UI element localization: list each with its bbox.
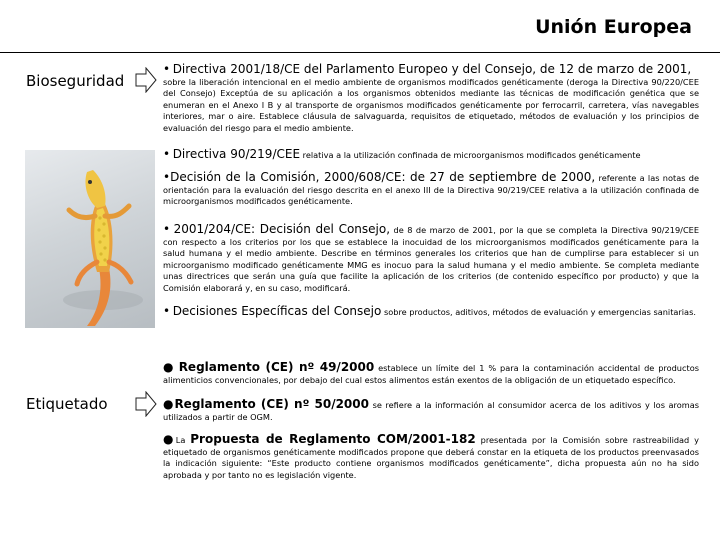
bullet: • [163, 147, 171, 161]
arrow-right-icon [135, 391, 157, 417]
section-label-etiquetado: Etiquetado [26, 395, 108, 413]
item-title: Directiva 90/219/CEE [172, 147, 301, 161]
bullet: • [163, 304, 171, 318]
item-body: se refiere a la información al consumidor acerca de los aditivos y los aromas utilizados a partir de OGM. [163, 400, 699, 422]
item-prefix: La [175, 435, 186, 445]
bullet: • [163, 62, 171, 76]
item-body: establece un límite del 1 % para la contaminación accidental de productos alimenticios convencionales, por debajo del cual estos alimentos están exentos de la obligación de un etiquetado específico. [163, 363, 699, 385]
item-body: relativa a la utilización confinada de microorganismos modificados genéticamente [302, 150, 641, 160]
item-title: Decisiones Específicas del Consejo [172, 304, 382, 318]
item-title: Reglamento (CE) nº 50/2000 [174, 397, 369, 411]
item-title: 2001/204/CE: Decisión del Consejo, [173, 222, 391, 236]
bullet: • [163, 222, 171, 236]
item-body: sobre productos, aditivos, métodos de evaluación y emergencias sanitarias. [383, 307, 696, 317]
list-item [163, 362, 699, 386]
bullet: ● [163, 397, 175, 411]
list-item [163, 434, 699, 481]
lizard-photo [25, 150, 155, 328]
arrow-right-icon [135, 67, 157, 93]
list-item [163, 224, 699, 294]
item-title: Propuesta de Reglamento COM/2001-182 [190, 432, 476, 446]
item-title: Directiva 2001/18/CE del Parlamento Europeo y del Consejo, de 12 de marzo de 2001, [172, 62, 692, 76]
list-item [163, 64, 699, 134]
lizard-illustration [25, 150, 155, 328]
bullet: ● [163, 360, 175, 374]
header-divider [0, 52, 720, 53]
item-body: referente a las notas de orientación para la evaluación del riesgo descrita en el anexo III de la Directiva 90/219/CEE relativa a la utilización confinada de microorganismos modificados genéticamente. [163, 173, 700, 206]
item-title: Decisión de la Comisión, 2000/608/CE: de 27 de septiembre de 2000, [170, 170, 596, 184]
list-item [163, 149, 699, 162]
page-title: Unión Europea [535, 16, 692, 38]
list-item [163, 172, 699, 208]
list-item [163, 399, 699, 423]
section-label-bioseguridad: Bioseguridad [26, 72, 125, 90]
item-body: de 8 de marzo de 2001, por la que se completa la Directiva 90/219/CEE con respecto a los criterios por los que se establece la inocuidad de los microorganismos modificados genéticamente para la salud humana y el medio ambiente. Describe en términos generales los criterios que han de cumplirse para establecer si un microorganismo modificado genéticamente MMG es inocuo para la salud humana y el medio ambiente. Se completa mediante unas directrices que serán una guía que facilite la aplicación de los criterios (de contenido específico por producto) y que la Comisión elaborará y, en su caso, modificará. [163, 225, 700, 293]
item-body: sobre la liberación intencional en el medio ambiente de organismos modificados genéticamente (deroga la Directiva 90/220/CEE del Consejo) Exceptúa de su aplicación a los organismos obtenidos mediante las técnicas de modificación genética que se enumeran en el Anexo I B y al transporte de organismos modificados genéticamente por ferrocarril, carretera, vías navegables interiores, mar o aire. Establece cláusula de salvaguarda, requisitos de etiquetado, métodos de evaluación y los principios de evaluación del riesgo para el medio ambiente. [163, 76, 699, 133]
bullet: • [163, 170, 171, 184]
item-title: Reglamento (CE) nº 49/2000 [178, 360, 375, 374]
item-body: presentada por la Comisión sobre rastreabilidad y etiquetado de organismos genéticamente modificados propone que deberá constar en la etiqueta de los productos preenvasados la indicación siguiente: “Este producto contiene organismos modificados genéticamente”, dicha propuesta aún no ha sido aprobada y por tanto no es legislación vigente. [163, 435, 699, 480]
list-item [163, 306, 699, 319]
bullet: ● [163, 432, 176, 446]
